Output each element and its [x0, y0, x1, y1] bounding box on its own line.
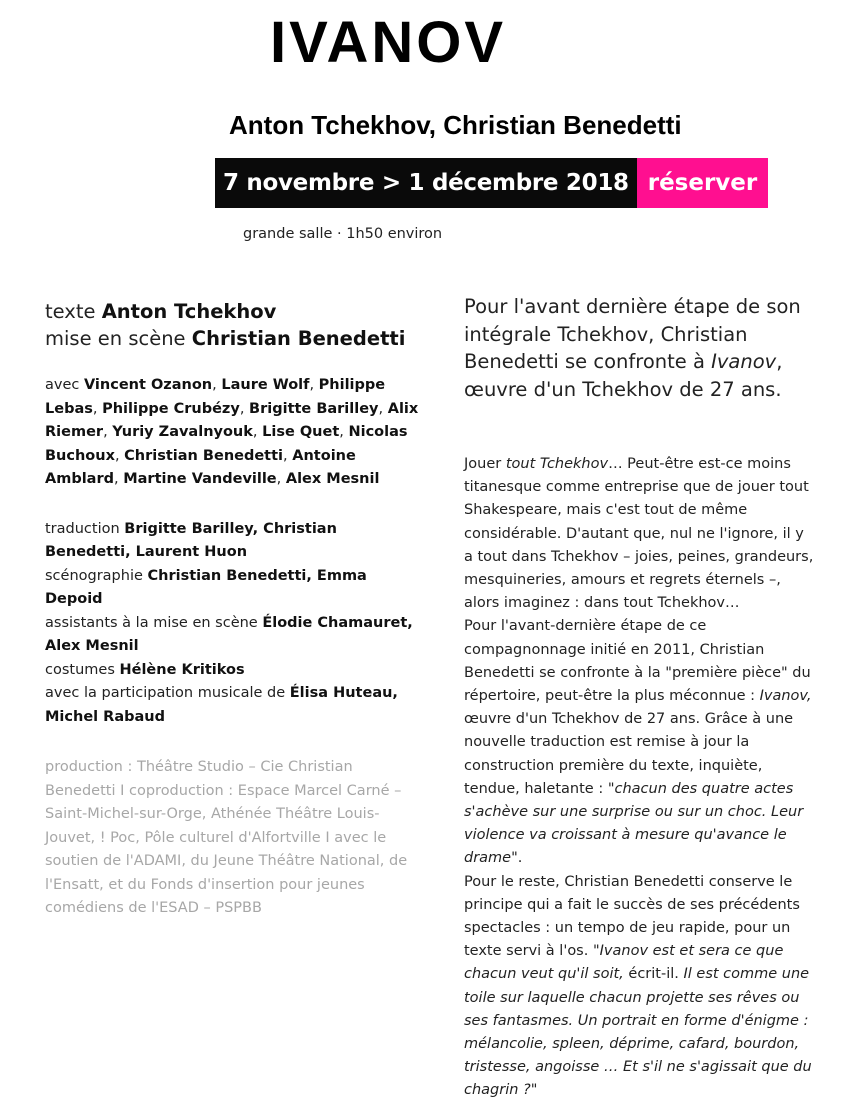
- body-paragraph-2: Pour l'avant-dernière étape de ce compagnonnage initié en 2011, Christian Benedetti se confronte à la "première pièce" du répertoire, peut-être la plus méconnue : Ivanov, œuvre d'un Tchekhov de 27 ans. Grâce à une nouvelle traduction est remise à jour la construction première du texte, inquiète, tendue, haletante : "chacun des quatre actes s'achève sur une surprise ou sur un choc. Leur violence va croissant à mesure qu'avance le drame".: [464, 618, 812, 867]
- crew-list: [45, 518, 425, 730]
- page-subtitle: Anton Tchekhov, Christian Benedetti: [229, 110, 682, 140]
- intro-paragraph: Pour l'avant dernière étape de son intégrale Tchekhov, Christian Benedetti se confronte à Ivanov, œuvre d'un Tchekhov de 27 ans.: [464, 295, 801, 401]
- director-label: mise en scène: [45, 327, 192, 350]
- crew-names: Élisa Huteau, Michel Rabaud: [45, 685, 398, 725]
- cast-member: Brigitte Barilley: [249, 400, 379, 417]
- cast-label: avec: [45, 377, 84, 393]
- page-title: IVANOV: [270, 10, 507, 75]
- crew-names: Brigitte Barilley, Christian Benedetti, Laurent Huon: [45, 520, 337, 560]
- reserve-button[interactable]: réserver: [637, 158, 768, 208]
- crew-role: assistants à la mise en scène: [45, 614, 263, 631]
- crew-credit: [45, 565, 425, 612]
- venue-duration: grande salle · 1h50 environ: [243, 226, 443, 242]
- crew-role: traduction: [45, 520, 125, 537]
- cast-member: Nicolas Buchoux: [45, 424, 408, 464]
- cast-member: Lise Quet: [262, 424, 340, 440]
- director-line: [45, 325, 425, 352]
- cast-member: Philippe Crubézy: [102, 400, 240, 417]
- crew-credit: [45, 518, 425, 565]
- cast-member: Vincent Ozanon: [83, 377, 213, 393]
- credits-column: [45, 298, 425, 921]
- cast-member: Christian Benedetti: [124, 447, 284, 464]
- cast-member: Philippe Lebas: [45, 377, 386, 417]
- cast-member: Yuriy Zavalnyouk: [112, 424, 253, 440]
- cast-member: Antoine Amblard: [45, 447, 356, 487]
- crew-names: Élodie Chamauret, Alex Mesnil: [45, 614, 413, 654]
- crew-names: Hélène Kritikos: [119, 661, 245, 678]
- production-credits: production : Théâtre Studio – Cie Christian Benedetti I coproduction : Espace Marcel Carné – Saint-Michel-sur-Orge, Athénée Théâtre Louis-Jouvet, ! Poc, Pôle culturel d'Alfortville I avec le soutien de l'ADAMI, du Jeune Théâtre National, de l'Ensatt, et du Fonds d'insertion pour jeunes comédiens de l'ESAD – PSPBB: [45, 759, 408, 916]
- director-name: Christian Benedetti: [191, 327, 406, 350]
- description-column: [464, 293, 814, 1103]
- cast-list: avec Vincent Ozanon, Laure Wolf, Philippe Lebas, Philippe Crubézy, Brigitte Barilley, Alix Riemer, Yuriy Zavalnyouk, Lise Quet, Nicolas Buchoux, Christian Benedetti, Antoine Amblard, Martine Vandeville, Alex Mesnil: [45, 377, 419, 487]
- crew-credit: [45, 612, 425, 659]
- performance-dates: 7 novembre > 1 décembre 2018: [215, 158, 637, 208]
- crew-role: scénographie: [45, 567, 148, 584]
- cast-member: Alex Mesnil: [285, 471, 380, 487]
- crew-role: avec la participation musicale de: [45, 685, 290, 701]
- author-name: Anton Tchekhov: [101, 300, 277, 323]
- crew-role: costumes: [45, 661, 120, 678]
- crew-credit: [45, 682, 425, 729]
- cast-member: Alix Riemer: [45, 400, 419, 440]
- crew-names: Christian Benedetti, Emma Depoid: [45, 567, 367, 607]
- body-paragraph-3: Pour le reste, Christian Benedetti conserve le principe qui a fait le succès de ses précédents spectacles : un tempo de jeu rapide, pour un texte servi à l'os. "Ivanov est et sera ce que chacun veut qu'il soit, écrit-il. Il est comme une toile sur laquelle chacun projette ses rêves ou ses fantasmes. Un portrait en forme d'énigme : mélancolie, spleen, déprime, cafard, bourdon, tristesse, angoisse … Et s'il ne s'agissait que du chagrin ?": [464, 873, 812, 1099]
- author-label: texte: [45, 300, 102, 323]
- cast-member: Martine Vandeville: [123, 471, 277, 487]
- cast-member: Laure Wolf: [221, 377, 310, 393]
- author-line: [45, 298, 425, 325]
- crew-credit: [45, 659, 425, 683]
- dates-bar: [215, 158, 768, 208]
- body-paragraph-1: Jouer tout Tchekhov… Peut-être est-ce moins titanesque comme entreprise que de jouer tout Shakespeare, mais c'est tout de même considérable. D'autant que, nul ne l'ignore, il y a tout dans Tchekhov – joies, peines, grandeurs, mesquineries, amours et regrets éternels –, alors imaginez : dans tout Tchekhov…: [464, 456, 814, 612]
